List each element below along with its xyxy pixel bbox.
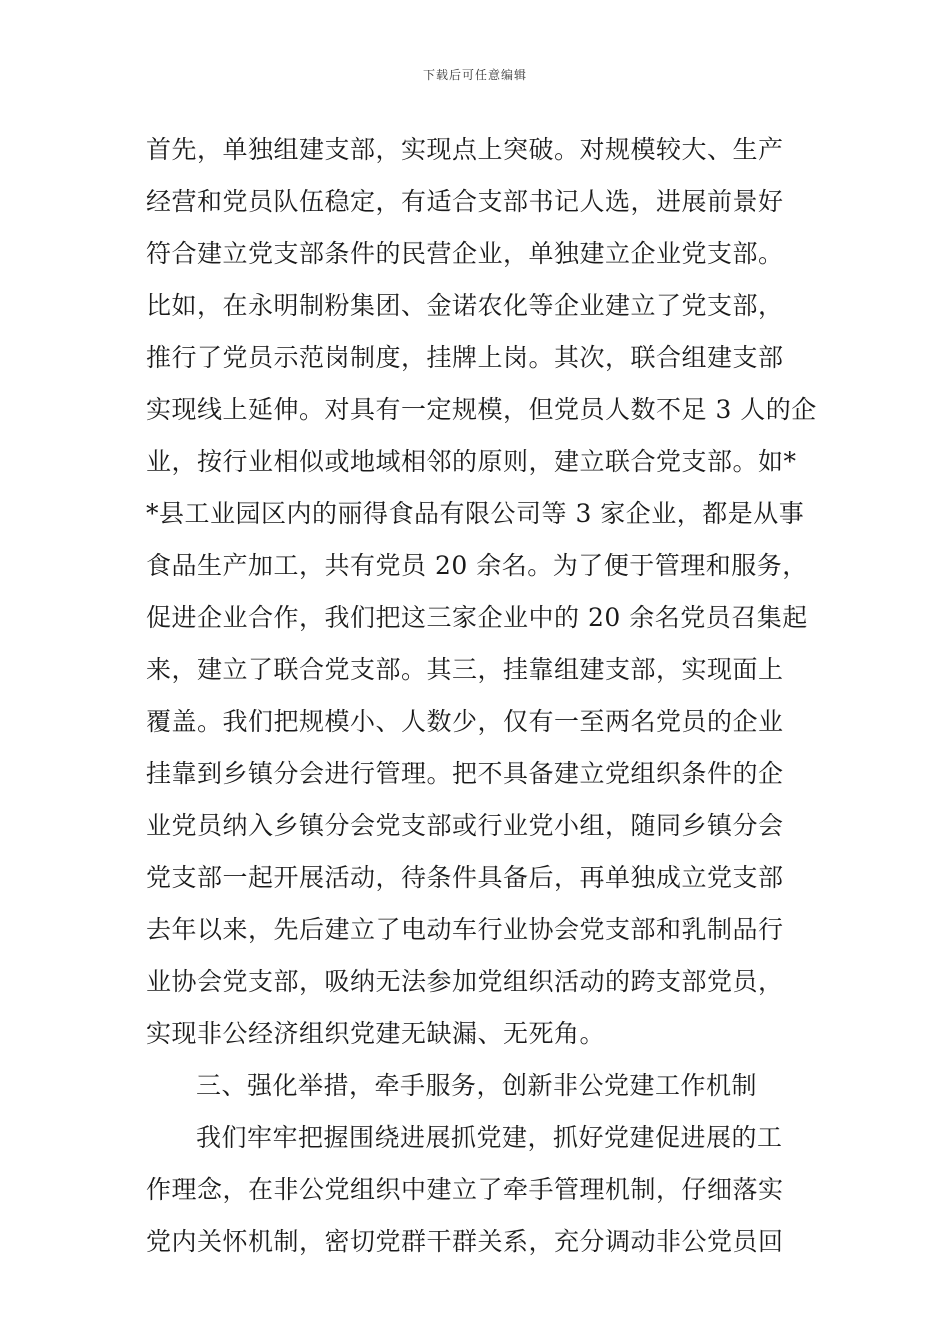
text-line: *县工业园区内的丽得食品有限公司等 3 家企业，都是从事 [146, 499, 805, 528]
text-line: 业党员纳入乡镇分会党支部或行业党小组，随同乡镇分会 [146, 811, 784, 840]
text-line: 比如，在永明制粉集团、金诺农化等企业建立了党支部， [146, 291, 784, 320]
text-line: 经营和党员队伍稳定，有适合支部书记人选，进展前景好 [146, 187, 784, 216]
text-line: 业，按行业相似或地域相邻的原则，建立联合党支部。如* [146, 447, 797, 476]
page-header: 下载后可任意编辑 [422, 68, 527, 82]
text-line: 业协会党支部，吸纳无法参加党组织活动的跨支部党员， [146, 967, 784, 996]
text-line: 去年以来，先后建立了电动车行业协会党支部和乳制品行 [146, 915, 784, 944]
document-body [146, 124, 817, 1268]
text-line: 促进企业合作，我们把这三家企业中的 20 余名党员召集起 [146, 603, 808, 632]
text-line: 符合建立党支部条件的民营企业，单独建立企业党支部。 [146, 239, 784, 268]
text-line: 作理念，在非公党组织中建立了牵手管理机制，仔细落实 [146, 1175, 784, 1204]
text-line: 推行了党员示范岗制度，挂牌上岗。其次，联合组建支部 [146, 343, 784, 372]
text-line: 覆盖。我们把规模小、人数少，仅有一至两名党员的企业 [146, 707, 784, 736]
text-line: 实现线上延伸。对具有一定规模，但党员人数不足 3 人的企 [146, 395, 817, 424]
text-line: 食品生产加工，共有党员 20 余名。为了便于管理和服务， [146, 551, 808, 580]
text-line: 党内关怀机制，密切党群干群关系，充分调动非公党员回 [146, 1227, 784, 1256]
paragraph-first-line: 我们牢牢把握围绕进展抓党建，抓好党建促进展的工 [196, 1123, 783, 1152]
section-heading: 三、强化举措，牵手服务，创新非公党建工作机制 [196, 1071, 758, 1100]
text-line: 党支部一起开展活动，待条件具备后，再单独成立党支部 [146, 863, 784, 892]
text-line: 挂靠到乡镇分会进行管理。把不具备建立党组织条件的企 [146, 759, 784, 788]
text-line: 来，建立了联合党支部。其三，挂靠组建支部，实现面上 [146, 655, 784, 684]
text-line: 首先，单独组建支部，实现点上突破。对规模较大、生产 [146, 135, 784, 164]
text-line: 实现非公经济组织党建无缺漏、无死角。 [146, 1019, 606, 1048]
